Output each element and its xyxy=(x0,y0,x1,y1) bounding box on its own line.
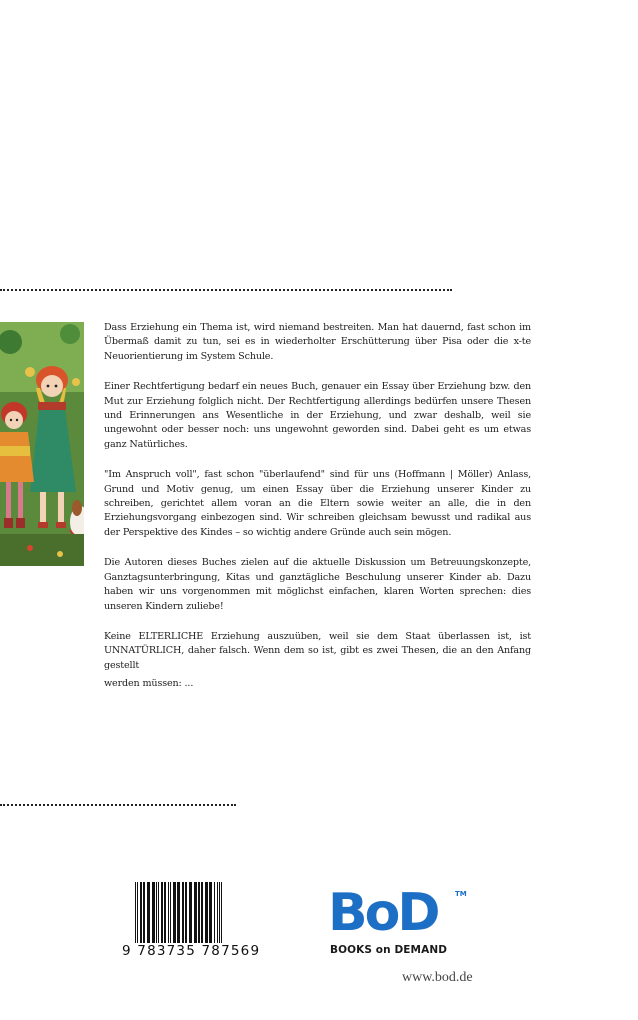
isbn-number: 9 783735 787569 xyxy=(122,943,261,959)
blurb-paragraph-5: Keine ELTERLICHE Erziehung auszuüben, weil sie dem Staat überlassen ist, ist UNNATÜRLICH, daher falsch. Wenn dem so ist, gibt es zwei Thesen, die an den Anfang gestellt xyxy=(104,630,531,671)
trademark-mark: TM xyxy=(455,890,467,898)
blurb-text xyxy=(104,321,531,708)
blurb-paragraph-6: werden müssen: ... xyxy=(104,678,194,690)
barcode-bar xyxy=(221,882,222,950)
barcode-bar xyxy=(219,882,220,950)
barcode-bar xyxy=(147,882,150,950)
dotted-divider-bottom xyxy=(0,804,236,806)
blurb-paragraph-3: "Im Anspruch voll", fast schon "überlaufend" sind für uns (Hoffmann | Möller) Anlass, Grund und Motiv genug, um einen Essay über die Erziehung unserer Kinder zu schreiben, gerichtet allem voran an die Eltern sowie weiter an alle, die in den Erziehungsvorgang einbezogen sind. Wir schreiben gleichsam bewusst und radikal aus der Perspektive des Kindes – so wichtig andere Gründe auch sein mögen. xyxy=(104,469,531,538)
cover-illustration xyxy=(0,322,84,566)
barcode-bar xyxy=(185,882,187,950)
barcode-bar xyxy=(137,882,138,950)
barcode-bar xyxy=(170,882,171,950)
barcode-bar xyxy=(164,882,166,950)
barcode-bar xyxy=(209,882,212,950)
barcode-bar xyxy=(189,882,192,950)
barcode-bar xyxy=(158,882,159,950)
barcode-bar xyxy=(205,882,208,950)
dotted-divider-top xyxy=(0,289,452,291)
barcode-bar xyxy=(140,882,142,950)
barcode-bar xyxy=(135,882,136,950)
barcode-bar xyxy=(143,882,145,950)
barcode-bar xyxy=(168,882,169,950)
barcode-bar xyxy=(173,882,176,950)
barcode-bar xyxy=(177,882,180,950)
blurb-paragraph-1: Dass Erziehung ein Thema ist, wird niemand bestreiten. Man hat dauernd, fast schon im Übermaß damit zu tun, sei es in wiederholter Erschütterung über Pisa oder die x-te Neuorientierung im System Schule. xyxy=(104,322,531,362)
barcode-bar xyxy=(214,882,215,950)
barcode-bar xyxy=(217,882,218,950)
bod-logo: BoD xyxy=(328,883,438,943)
barcode-bar xyxy=(194,882,197,950)
bod-tagline: BOOKS on DEMAND xyxy=(330,944,448,956)
barcode-bar xyxy=(156,882,157,950)
publisher-url: www.bod.de xyxy=(402,970,473,985)
blurb-paragraph-2: Einer Rechtfertigung bedarf ein neues Buch, genauer ein Essay über Erziehung bzw. den Mut zur Erziehung folglich nicht. Der Rechtfertigung allerdings bedürfen unsere Thesen und Erinnerungen ans Wesentliche in der Erziehung, und zwar deshalb, weil sie ungewohnt oder besser noch: uns ungewohnt geworden sind. Dabei geht es um etwas ganz Natürliches. xyxy=(104,381,531,450)
barcode-bar xyxy=(161,882,163,950)
barcode-bar xyxy=(201,882,203,950)
blurb-paragraph-4: Die Autoren dieses Buches zielen auf die aktuelle Diskussion um Betreuungskonzepte, Ganztagsunterbringung, Kitas und ganztägliche Beschulung unserer Kinder ab. Dazu haben wir uns vorgenommen mit möglichst einfachen, klaren Worten sprechen: dies unseren Kindern zuliebe! xyxy=(104,557,531,612)
barcode-bar xyxy=(152,882,155,950)
barcode-bar xyxy=(198,882,200,950)
barcode-bar xyxy=(182,882,184,950)
